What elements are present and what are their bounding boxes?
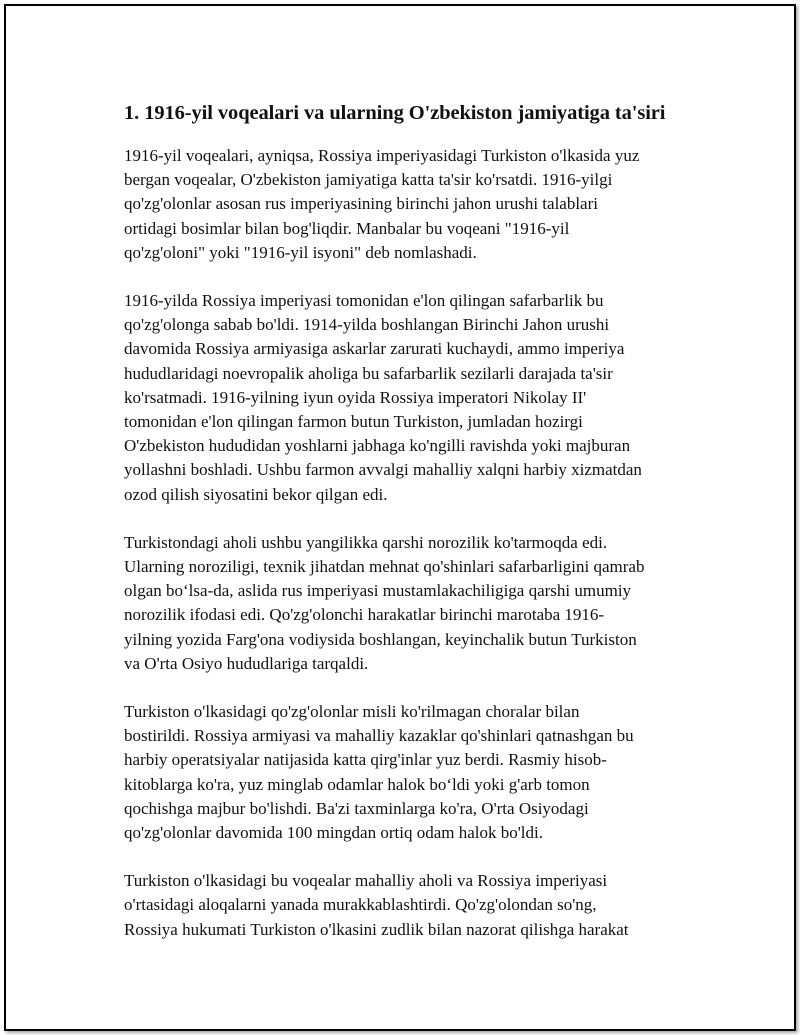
paragraph-line: bostirildi. Rossiya armiyasi va mahalliy kazaklar qo'shinlari qatnashgan bu: [124, 726, 634, 746]
paragraph-line: davomida Rossiya armiyasiga askarlar zarurati kuchaydi, ammo imperiya: [124, 339, 625, 359]
paragraph-4: [124, 700, 698, 845]
paragraph-line: qo'zg'oloni" yoki "1916-yil isyoni" deb nomlashadi.: [124, 242, 477, 262]
paragraph-line: qo'zg'olonga sabab bo'ldi. 1914-yilda boshlangan Birinchi Jahon urushi: [124, 315, 610, 335]
paragraph-line: bergan voqealar, O'zbekiston jamiyatiga katta ta'sir ko'rsatdi. 1916-yilgi: [124, 170, 613, 190]
paragraph-line: ozod qilish siyosatini bekor qilgan edi.: [124, 484, 388, 504]
paragraph-line: Turkiston o'lkasidagi qo'zg'olonlar misli ko'rilmagan choralar bilan: [124, 702, 580, 722]
paragraph-line: Turkistondagi aholi ushbu yangilikka qarshi norozilik ko'tarmoqda edi.: [124, 532, 608, 552]
paragraph-line: qo'zg'olonlar davomida 100 mingdan ortiq odam halok bo'ldi.: [124, 823, 544, 843]
paragraph-line: 1916-yilda Rossiya imperiyasi tomonidan e'lon qilingan safarbarlik bu: [124, 291, 604, 311]
paragraph-line: kitoblarga ko'ra, yuz minglab odamlar halok bo‘ldi yoki g'arb tomon: [124, 774, 590, 794]
paragraph-1: [124, 144, 698, 265]
paragraph-line: ko'rsatmadi. 1916-yilning iyun oyida Rossiya imperatori Nikolay II': [124, 387, 587, 407]
paragraph-line: norozilik ifodasi edi. Qo'zg'olonchi harakatlar birinchi marotaba 1916-: [124, 605, 605, 625]
paragraph-line: ortidagi bosimlar bilan bog'liqdir. Manbalar bu voqeani "1916-yil: [124, 218, 570, 238]
paragraph-2: [124, 289, 698, 507]
paragraph-line: va O'rta Osiyo hududlariga tarqaldi.: [124, 653, 369, 673]
paragraph-line: Rossiya hukumati Turkiston o'lkasini zudlik bilan nazorat qilishga harakat: [124, 919, 629, 939]
paragraph-line: o'rtasidagi aloqalarni yanada murakkablashtirdi. Qo'zg'olondan so'ng,: [124, 895, 597, 915]
paragraph-line: qochishga majbur bo'lishdi. Ba'zi taxminlarga ko'ra, O'rta Osiyodagi: [124, 798, 589, 818]
paragraph-line: yilning yozida Farg'ona vodiysida boshlangan, keyinchalik butun Turkiston: [124, 629, 637, 649]
paragraph-line: 1916-yil voqealari, ayniqsa, Rossiya imperiyasidagi Turkiston o'lkasida yuz: [124, 146, 640, 165]
paragraph-line: O'zbekiston hududidan yoshlarni jabhaga ko'ngilli ravishda yoki majburan: [124, 436, 631, 456]
section-heading: 1. 1916-yil voqealari va ularning O'zbekiston jamiyatiga ta'siri: [124, 102, 666, 124]
document-body: [124, 99, 698, 966]
paragraph-line: harbiy operatsiyalar natijasida katta qirg'inlar yuz berdi. Rasmiy hisob-: [124, 750, 607, 770]
paragraph-line: Ularning noroziligi, texnik jihatdan mehnat qo'shinlari safarbarligini qamrab: [124, 557, 645, 577]
page-frame: [4, 4, 796, 1031]
paragraph-line: qo'zg'olonlar asosan rus imperiyasining birinchi jahon urushi talablari: [124, 194, 598, 214]
paragraph-line: olgan bo‘lsa-da, aslida rus imperiyasi mustamlakachiligiga qarshi umumiy: [124, 581, 632, 601]
paragraph-line: hududlaridagi noevropalik aholiga bu safarbarlik sezilarli darajada ta'sir: [124, 363, 613, 383]
paragraph-line: Turkiston o'lkasidagi bu voqealar mahalliy aholi va Rossiya imperiyasi: [124, 871, 608, 891]
paragraph-5: [124, 869, 698, 942]
paragraph-line: yollashni boshladi. Ushbu farmon avvalgi mahalliy xalqni harbiy xizmatdan: [124, 460, 642, 480]
paragraph-3: [124, 531, 698, 676]
paragraph-line: tomonidan e'lon qilingan farmon butun Turkiston, jumladan hozirgi: [124, 412, 583, 432]
